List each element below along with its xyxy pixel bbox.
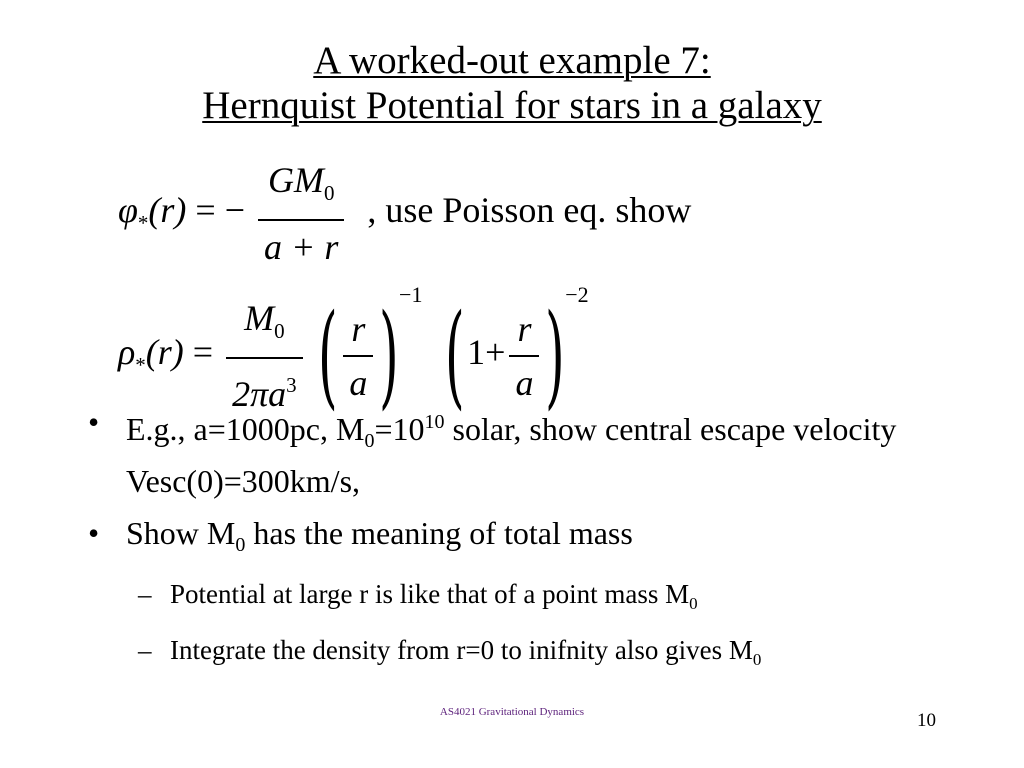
subbullet-dash: – [138, 635, 152, 665]
poisson-instruction: , use Poisson eq. show [367, 189, 692, 230]
m-text: M [244, 297, 275, 338]
right-paren-1: ) [379, 290, 400, 421]
subbullet-dash: – [138, 579, 152, 609]
r-over-a-fraction-2 [509, 309, 539, 403]
sub1-text: Potential at large r is like that of a point mass M [170, 579, 690, 609]
b2-text-1: Show M [126, 515, 236, 551]
bullet-dot: • [88, 404, 100, 440]
potential-numerator [262, 160, 341, 219]
title-line-2: Hernquist Potential for stars in a galaxy [202, 84, 822, 127]
potential-denominator: a + r [258, 219, 344, 267]
rho-argument: (r) [145, 332, 184, 372]
density-equation [118, 282, 589, 421]
mass-numerator [238, 298, 291, 357]
exponent-minus-one: −1 [399, 282, 423, 307]
sub1-subscript: 0 [689, 594, 698, 613]
b1-superscript: 10 [424, 411, 445, 433]
potential-fraction [258, 160, 344, 267]
a-cubed-exponent: 3 [286, 372, 297, 397]
r-over-a-den-2: a [509, 355, 539, 403]
slide-title [0, 38, 1024, 128]
slide-footer: AS4021 Gravitational Dynamics [439, 706, 585, 718]
phi-argument: (r) [148, 189, 187, 230]
b1-text-2: =10 [374, 411, 425, 447]
gm-text: GM [267, 160, 324, 200]
b1-subscript: 0 [364, 430, 375, 452]
phi-subscript: * [137, 210, 149, 235]
one-plus: 1+ [467, 332, 506, 372]
bullet-list [88, 402, 968, 689]
bullet-total-mass [88, 513, 968, 565]
density-equals: = [192, 332, 214, 372]
r-over-a-fraction-1 [343, 309, 373, 403]
exponent-minus-two: −2 [565, 282, 589, 307]
gm-subscript: 0 [323, 181, 335, 205]
title-line-1: A worked-out example 7: [313, 39, 711, 82]
bullet-dot: • [88, 515, 100, 551]
potential-equation [118, 160, 691, 267]
sub2-subscript: 0 [752, 650, 762, 669]
m-subscript: 0 [274, 318, 285, 343]
phi-symbol: φ [118, 189, 138, 230]
rho-symbol: ρ [118, 332, 136, 372]
subbullet-point-mass [88, 577, 968, 621]
subbullet-integrate-density [88, 633, 968, 677]
sub2-text: Integrate the density from r=0 to inifnity also gives M [170, 635, 753, 665]
equals-minus: = − [195, 189, 246, 230]
page-number: 10 [917, 710, 936, 731]
r-over-a-num-2: r [517, 308, 532, 349]
left-paren-1: ( [317, 290, 338, 421]
rho-subscript: * [135, 353, 146, 377]
two-pi-a: 2πa [232, 373, 287, 414]
b2-text-2: has the meaning of total mass [245, 515, 633, 551]
r-over-a-num-1: r [351, 308, 366, 349]
b1-text-1: E.g., a=1000pc, M [126, 411, 365, 447]
b1-text-3: solar, show central escape velocity Vesc(0)=300km/s, [126, 411, 897, 499]
left-paren-2: ( [445, 290, 466, 421]
r-over-a-den-1: a [343, 355, 373, 403]
b2-subscript: 0 [235, 534, 246, 556]
mass-fraction [226, 298, 303, 414]
bullet-escape-velocity [88, 402, 968, 501]
right-paren-2: ) [545, 290, 566, 421]
